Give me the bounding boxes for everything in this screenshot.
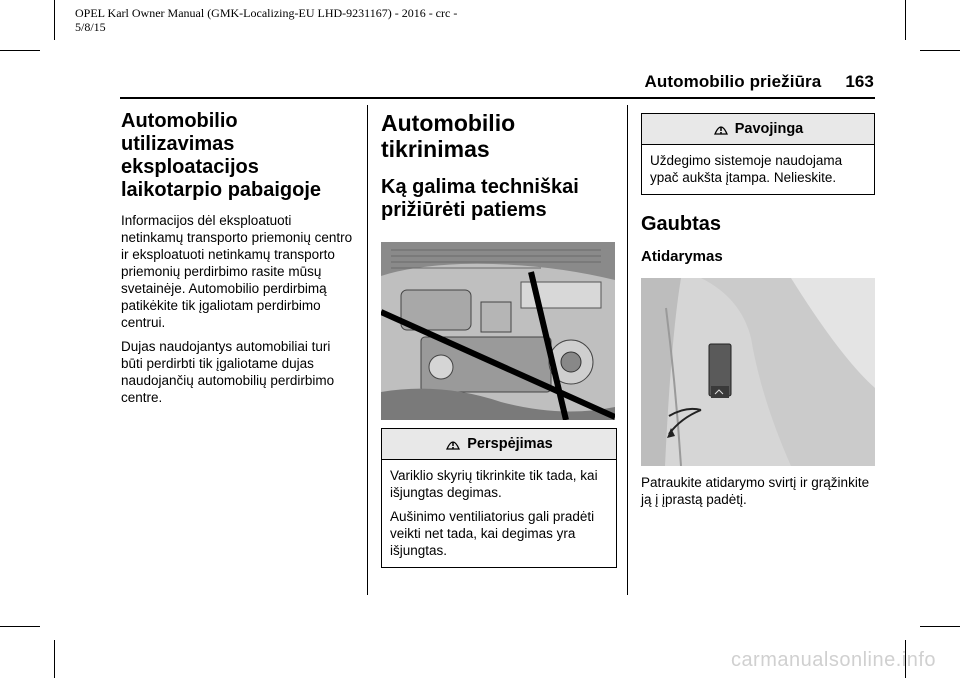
caution-icon	[445, 436, 461, 452]
section-title: Automobilio priežiūra	[644, 72, 822, 91]
caution-title: Perspėjimas	[467, 436, 553, 452]
caution-box	[381, 428, 617, 568]
chapter-heading: Automobilio tikrinimas	[381, 110, 516, 162]
paragraph: Informacijos dėl eksploatuoti netinkamų transporto priemonių centro ir eksploatuoti netinkamų transporto priemonių perdirbimo rasite mūsų svetainėje. Automobilio perdirbimą patikėkite tik įgaliotam perdirbimo centrui.	[121, 213, 353, 330]
caution-icon	[713, 121, 729, 137]
subsection-heading: Atidarymas	[641, 248, 723, 265]
crop-mark	[905, 0, 906, 40]
danger-box	[641, 113, 875, 195]
print-metadata-line: 5/8/15	[75, 20, 106, 34]
header-rule	[120, 97, 875, 99]
running-header	[645, 72, 875, 92]
crop-mark	[54, 640, 55, 678]
crop-mark	[0, 50, 40, 51]
column-divider	[627, 105, 628, 595]
crop-mark	[920, 626, 960, 627]
page-number: 163	[845, 72, 874, 91]
danger-title: Pavojinga	[734, 121, 804, 137]
column-3	[641, 113, 875, 508]
section-heading: Automobilio utilizavimas eksploatacijos laikotarpio pabaigoje	[121, 110, 322, 201]
print-metadata-line: OPEL Karl Owner Manual (GMK-Localizing-EU LHD-9231167) - 2016 - crc -	[75, 6, 458, 20]
danger-box-body	[642, 145, 874, 194]
section-heading: Gaubtas	[641, 213, 722, 235]
caution-box-header	[382, 429, 616, 460]
paragraph: Uždegimo sistemoje naudojama ypač aukšta įtampa. Nelieskite.	[650, 153, 843, 185]
paragraph: Dujas naudojantys automobiliai turi būti perdirbti tik įgaliotame dujas naudojančių automobilių perdirbimo centre.	[121, 339, 335, 405]
print-metadata	[75, 6, 495, 34]
watermark: carmanualsonline.info	[730, 649, 936, 671]
paragraph: Patraukite atidarymo svirtį ir grąžinkite ją į įprastą padėtį.	[641, 475, 870, 507]
engine-bay-illustration	[381, 242, 615, 420]
column-1	[121, 110, 353, 406]
crop-mark	[54, 0, 55, 40]
paragraph: Aušinimo ventiliatorius gali pradėti veikti net tada, kai degimas yra išjungtas.	[390, 509, 595, 558]
column-2	[381, 110, 617, 568]
paragraph: Variklio skyrių tikrinkite tik tada, kai išjungtas degimas.	[390, 468, 598, 500]
crop-mark	[920, 50, 960, 51]
crop-mark	[0, 626, 40, 627]
danger-box-header	[642, 114, 874, 145]
caution-box-body	[382, 460, 616, 567]
subsection-heading: Ką galima techniškai prižiūrėti patiems	[381, 176, 579, 221]
column-divider	[367, 105, 368, 595]
hood-release-lever-illustration	[641, 278, 875, 466]
